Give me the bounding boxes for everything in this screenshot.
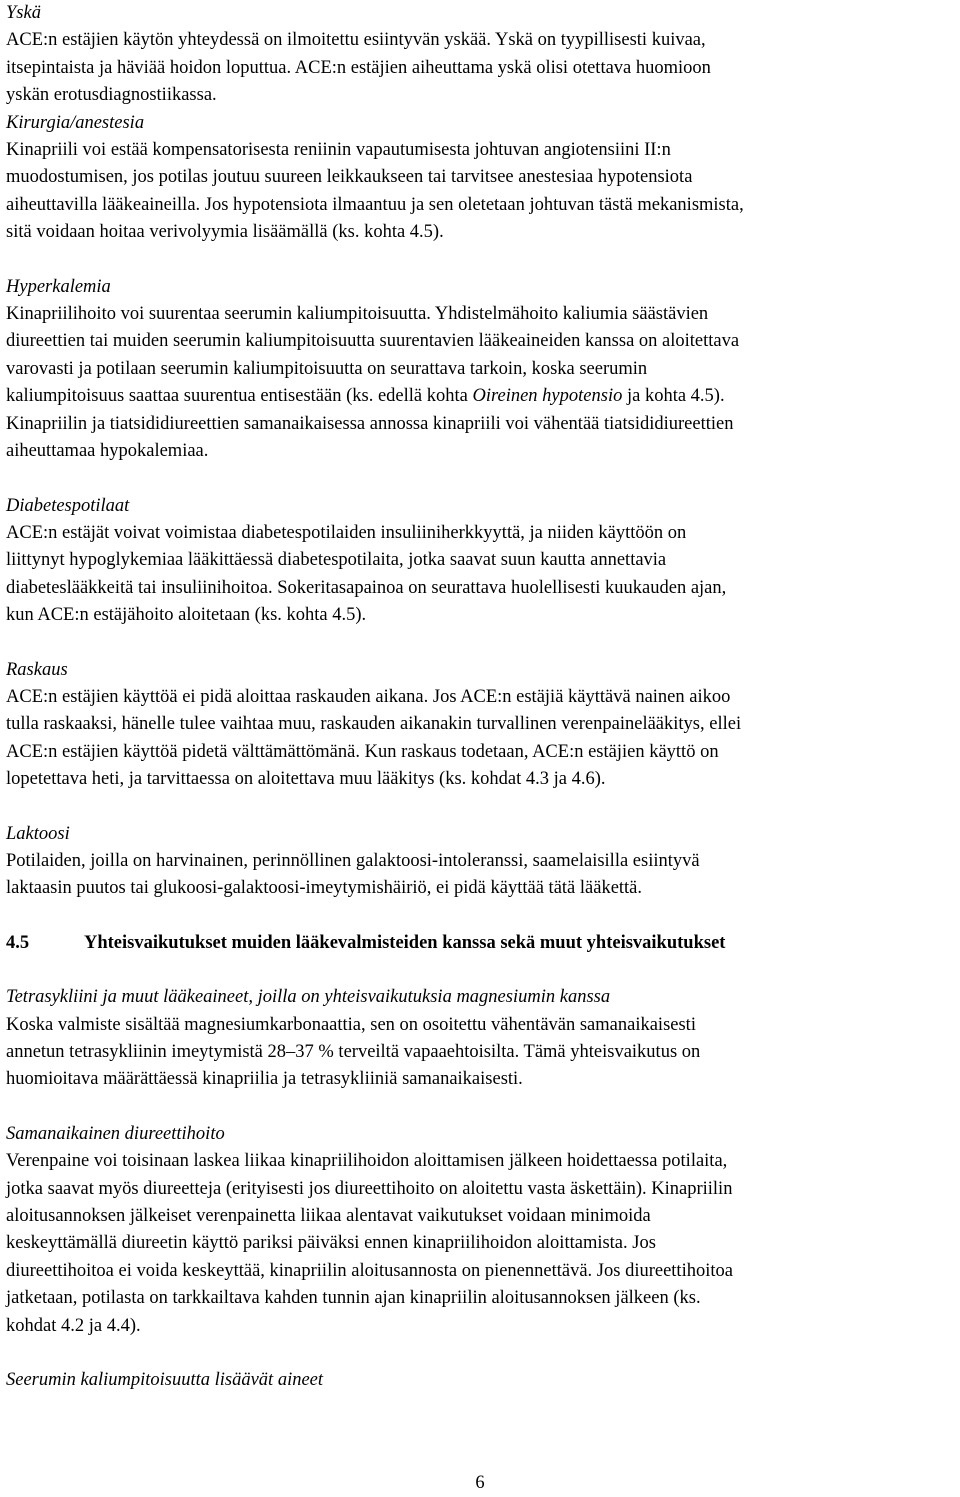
text-line: muodostumisen, jos potilas joutuu suureen leikkaukseen tai tarvitsee anestesiaa hypotensiota	[6, 167, 693, 188]
text-line: diureettihoitoa ei voida keskeyttää, kinapriilin aloitusannosta on pienennettävä. Jos diureettihoitoa	[6, 1260, 733, 1281]
section-lactose	[6, 821, 956, 903]
text-line: itsepintaista ja häviää hoidon loputtua. ACE:n estäjien aiheuttama yskä olisi otettava huomioon	[6, 57, 711, 78]
text-line: Potilaiden, joilla on harvinainen, perinnöllinen galaktoosi-intoleranssi, saamelaisilla esiintyvä	[6, 850, 700, 871]
spacer	[6, 1340, 956, 1367]
section-body	[6, 848, 956, 903]
text-line: tulla raskaaksi, hänelle tulee vaihtaa muu, raskauden aikanakin turvallinen verenpainelääkitys, ellei	[6, 714, 742, 735]
text-line: yskän erotusdiagnostiikassa.	[6, 85, 217, 106]
section-surgery-anesthesia	[6, 110, 956, 247]
section-hyperkalemia	[6, 274, 956, 466]
spacer	[6, 466, 956, 493]
section-diabetes	[6, 493, 956, 630]
text-line: Koska valmiste sisältää magnesiumkarbonaattia, sen on osoitettu vähentävän samanaikaisesti	[6, 1014, 696, 1035]
text-line: ACE:n estäjien käyttöä pidetä välttämättömänä. Kun raskaus todetaan, ACE:n estäjien käyttö on	[6, 741, 719, 762]
text-line: Kinapriilihoito voi suurentaa seerumin kaliumpitoisuutta. Yhdistelmähoito kaliumia säästävien	[6, 304, 709, 325]
section-tetracycline	[6, 984, 956, 1094]
section-title: Tetrasykliini ja muut lääkeaineet, joilla on yhteisvaikutuksia magnesiumin kanssa	[6, 987, 611, 1008]
text-line: aiheuttamaa hypokalemiaa.	[6, 441, 209, 462]
spacer	[6, 247, 956, 274]
text-line: aiheuttavilla lääkeaineilla. Jos hypotensiota ilmaantuu ja sen oletetaan johtuvan tästä mekanismista,	[6, 194, 744, 215]
spacer	[6, 957, 956, 984]
text-line: liittynyt hypoglykemiaa lääkittäessä diabetespotilaita, jotka saavat suun kautta annettavia	[6, 550, 667, 571]
text-line: diabeteslääkkeitä tai insuliinihoitoa. Sokeritasapainoa on seurattava huolellisesti kuukauden ajan,	[6, 577, 727, 598]
section-title: Samanaikainen diureettihoito	[6, 1123, 225, 1144]
text-line: keskeyttämällä diureetin käyttö pariksi päiväksi ennen kinapriilihoidon aloittamista. Jos	[6, 1233, 656, 1254]
text-segment: kaliumpitoisuus saattaa suurentua entisestään (ks. edellä kohta	[6, 386, 473, 407]
spacer	[6, 903, 956, 930]
text-line: Verenpaine voi toisinaan laskea liikaa kinapriilihoidon aloittamisen jälkeen hoidettaessa potilaita,	[6, 1151, 728, 1172]
page-number: 6	[475, 1473, 485, 1493]
italic-reference: Oireinen hypotensio	[472, 386, 623, 407]
text-line: annetun tetrasykliinin imeytymistä 28–37 % terveiltä vapaaehtoisilta. Tämä yhteisvaikutus on	[6, 1042, 701, 1062]
section-title: Diabetespotilaat	[6, 495, 130, 516]
text-line: varovasti ja potilaan seerumin kaliumpitoisuutta on seurattava tarkoin, koska seerumin	[6, 358, 648, 379]
text-line: ACE:n estäjien käyttöä ei pidä aloittaa raskauden aikana. Jos ACE:n estäjiä käyttävä nainen aikoo	[6, 686, 731, 707]
text-line: Kinapriili voi estää kompensatorisesta reniinin vapautumisesta johtuvan angiotensiini II:n	[6, 140, 671, 161]
section-title: Yskä	[6, 3, 41, 23]
section-title: Raskaus	[6, 659, 68, 680]
section-heading-4-5	[6, 930, 956, 957]
heading-text: Yhteisvaikutukset muiden lääkevalmisteiden kanssa sekä muut yhteisvaikutukset	[84, 932, 726, 953]
text-line: sitä voidaan hoitaa verivolyymia lisäämällä (ks. kohta 4.5).	[6, 222, 444, 243]
heading-number: 4.5	[6, 932, 30, 953]
text-line	[6, 383, 956, 410]
text-line: jotka saavat myös diureetteja (erityisesti jos diureettihoito on aloitettu vasta äskettäin). Kinapriilin	[6, 1178, 733, 1199]
section-title: Hyperkalemia	[6, 276, 111, 297]
text-line: diureettien tai muiden seerumin kaliumpitoisuutta suurentavien lääkeaineiden kanssa on aloitettava	[6, 331, 740, 352]
text-line: Kinapriilin ja tiatsididiureettien samanaikaisessa annossa kinapriili voi vähentää tiatsididiureettien	[6, 413, 734, 434]
section-diuretic	[6, 1121, 956, 1340]
text-line: kun ACE:n estäjähoito aloitetaan (ks. kohta 4.5).	[6, 605, 367, 626]
section-body	[6, 1012, 956, 1094]
spacer	[6, 1094, 956, 1121]
text-line: ACE:n estäjät voivat voimistaa diabetespotilaiden insuliiniherkkyyttä, ja niiden käyttöön on	[6, 522, 687, 543]
section-title: Kirurgia/anestesia	[6, 112, 145, 133]
section-title: Laktoosi	[6, 823, 70, 844]
text-line: kohdat 4.2 ja 4.4).	[6, 1315, 141, 1336]
section-cough	[6, 0, 956, 110]
text-line: jatketaan, potilasta on tarkkailtava kahden tunnin ajan kinapriilin aloitusannoksen jälkeen (ks.	[6, 1288, 701, 1309]
text-line: aloitusannoksen jälkeiset verenpainetta liikaa alentavat vaikutukset voidaan minimoida	[6, 1206, 651, 1227]
text-line: ACE:n estäjien käytön yhteydessä on ilmoitettu esiintyvän yskää. Yskä on tyypillisesti kuivaa,	[6, 30, 706, 51]
section-body	[6, 520, 956, 630]
section-title: Seerumin kaliumpitoisuutta lisäävät aineet	[6, 1370, 324, 1391]
section-body	[6, 1148, 956, 1340]
section-body	[6, 684, 956, 794]
text-segment: ja kohta 4.5).	[622, 386, 725, 407]
section-potassium-raising	[6, 1367, 956, 1394]
text-line: laktaasin puutos tai glukoosi-galaktoosi-imeytymishäiriö, ei pidä käyttää tätä lääkettä.	[6, 878, 643, 899]
spacer	[6, 630, 956, 657]
spacer	[6, 794, 956, 821]
text-line: lopetettava heti, ja tarvittaessa on aloitettava muu lääkitys (ks. kohdat 4.3 ja 4.6).	[6, 769, 606, 790]
section-body	[6, 301, 956, 465]
text-line: huomioitava määrättäessä kinapriilia ja tetrasykliiniä samanaikaisesti.	[6, 1069, 523, 1090]
section-body	[6, 137, 956, 247]
section-pregnancy	[6, 657, 956, 794]
document-page	[6, 0, 956, 1394]
section-body	[6, 27, 956, 109]
